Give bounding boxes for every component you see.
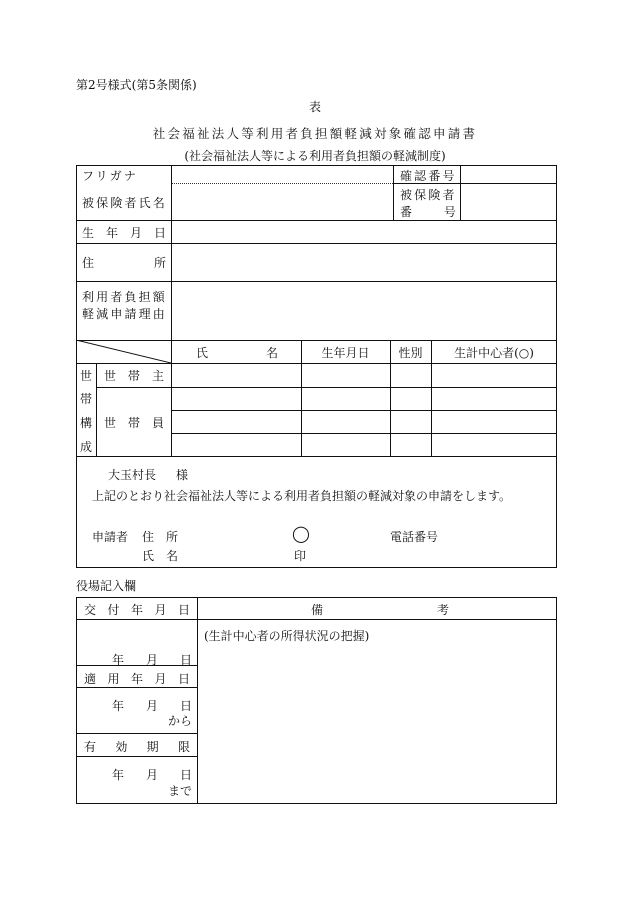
addressee: 大玉村長: [108, 468, 157, 482]
validity-day-label: 日: [180, 768, 193, 782]
phone-label: 電話番号: [390, 530, 439, 544]
header-name: 氏名: [196, 346, 278, 360]
diagonal-header-cell: [76, 340, 171, 363]
page-title: 社会福祉法人等利用者負担額軽減対象確認申請書: [152, 126, 478, 141]
household-head-label: 世帯主: [104, 369, 164, 383]
applicant-label: 申請者: [92, 530, 129, 544]
form-number: 第2号様式(第5条関係): [76, 78, 197, 92]
insured-number-label-line2: 番号: [400, 205, 458, 219]
page-subtitle: (社会福祉法人等による利用者負担額の軽減制度): [184, 149, 446, 163]
remarks-label-left: 備: [311, 603, 324, 617]
header-birthdate: 生年月日: [321, 346, 370, 360]
insured-number-label-line1: 被保険者: [400, 188, 457, 202]
issue-day-label: 日: [180, 653, 193, 667]
header-household-head: 生計中心者(○): [454, 346, 534, 360]
validity-month-label: 月: [146, 768, 159, 782]
office-section-label: 役場記入欄: [76, 579, 137, 593]
applicant-address-label: 住所: [142, 530, 178, 544]
seal-label: 印: [294, 549, 307, 563]
issue-year-label: 年: [112, 653, 125, 667]
insured-name-label: 被保険者氏名: [82, 196, 167, 210]
apply-year-label: 年: [112, 699, 125, 713]
household-member-label: 世帯員: [104, 416, 164, 430]
birthdate-label: 生年月日: [82, 226, 166, 240]
front-label: 表: [308, 100, 321, 114]
remarks-note: (生計中心者の所得状況の把握): [204, 629, 370, 643]
household-side-label-3: 構: [79, 416, 92, 430]
household-side-label-1: 世: [79, 369, 92, 383]
until-label: まで: [168, 784, 193, 798]
confirmation-number-label: 確認番号: [400, 169, 457, 183]
household-side-label-2: 帯: [79, 392, 92, 406]
header-sex: 性別: [398, 346, 423, 360]
apply-day-label: 日: [180, 699, 193, 713]
addressee-honorific: 様: [176, 468, 189, 482]
furigana-label: フリガナ: [82, 169, 139, 183]
issue-month-label: 月: [146, 653, 159, 667]
validity-year-label: 年: [112, 768, 125, 782]
declaration-statement: 上記のとおり社会福祉法人等による利用者負担額の軽減対象の申請をします。: [92, 489, 512, 503]
validity-label: 有効期限: [84, 740, 190, 754]
seal-circle-icon: ◯: [292, 524, 310, 543]
apply-month-label: 月: [146, 699, 159, 713]
apply-date-label: 適用年月日: [84, 672, 190, 686]
from-label: から: [168, 714, 193, 728]
household-side-label-4: 成: [79, 440, 92, 454]
reason-label-line2: 軽減申請理由: [82, 307, 167, 321]
address-label: 住所: [82, 256, 166, 270]
applicant-name-label: 氏名: [142, 549, 178, 563]
issue-date-label: 交付年月日: [84, 603, 190, 617]
reason-label-line1: 利用者負担額: [82, 290, 167, 304]
remarks-label-right: 考: [437, 603, 450, 617]
